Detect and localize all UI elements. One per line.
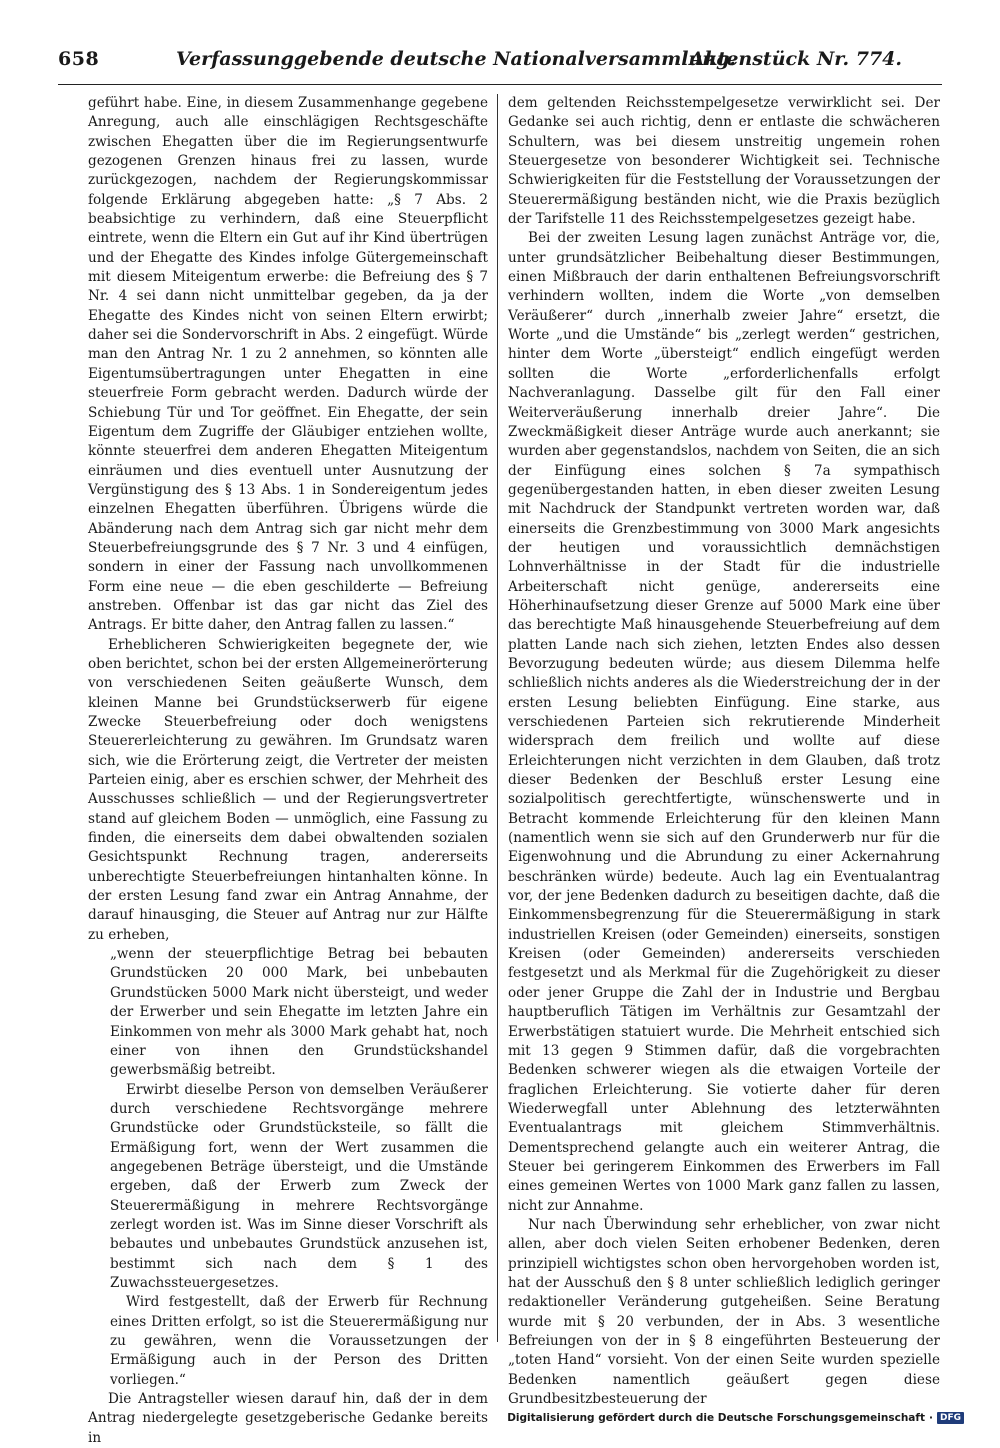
left-column	[88, 94, 489, 1446]
paragraph: Nur nach Überwindung sehr erheblicher, von zwar nicht allen, aber doch vielen Seiten erhobener Bedenken, deren prinzipiell wichtigstes schon oben hervorgehoben worden ist, hat der Ausschuß den § 8 unter schließlich lediglich geringer redaktioneller Veränderung gutgeheißen. Seine Beratung wurde mit § 20 verbunden, der in Abs. 3 wesentliche Befreiungen von der in § 8 eingeführten Besteuerung der „toten Hand“ vorsieht. Von der einen Seite wurden spezielle Bedenken namentlich geäußert gegen diese Grundbesitzbesteuerung der	[508, 1216, 940, 1408]
credit-text: Digitalisierung gefördert durch die Deutsche Forschungsgemeinschaft	[507, 1412, 925, 1424]
running-head: Verfassunggebende deutsche Nationalversammlung.	[176, 48, 736, 70]
page-number: 658	[58, 48, 100, 70]
quoted-paragraph: „wenn der steuerpflichtige Betrag bei bebauten Grundstücken 20 000 Mark, bei unbebauten Grundstücken 5000 Mark nicht übersteigt, und weder der Erwerber und sein Ehegatte im letzten Jahre ein Einkommen von mehr als 3000 Mark gehabt hat, noch einer von ihnen den Grundstückshandel gewerbsmäßig betreibt.	[110, 946, 488, 1079]
paragraph: Erheblicheren Schwierigkeiten begegnete der, wie oben berichtet, schon bei der ersten Allgemeinerörterung von verschiedenen Seiten geäußerte Wunsch, dem kleinen Manne bei Grundstückserwerb für eigene Zwecke Steuerbefreiung oder doch wenigstens Steuererleichterung zu gewähren. Im Grundsatz waren sich, wie die Erörterung zeigt, die Vertreter der meisten Parteien einig, aber es erschien schwer, der Mehrheit des Ausschusses schließlich — und der Regierungsvertreter stand auf gleichem Boden — unmöglich, eine Fassung zu finden, die einerseits dem dabei obwaltenden sozialen Gesichtspunkt Rechnung tragen, andererseits unberechtigte Steuerbefreiungen hintanhalten könne. In der ersten Lesung fand zwar ein Antrag Annahme, der darauf hinausging, die Steuer auf Antrag nur zur Hälfte zu erheben,	[88, 636, 489, 943]
right-column	[508, 94, 940, 1408]
dfg-logo: DFG	[937, 1412, 964, 1424]
quoted-paragraph: Erwirbt dieselbe Person von demselben Veräußerer durch verschiedene Rechtsvorgänge mehrere Grundstücke oder Grundstücksteile, so fällt die Ermäßigung fort, wenn der Wert zusammen die angegebenen Beträge übersteigt, und die Umstände ergeben, daß der Erwerb zum Zweck der Steuerermäßigung in mehrere Rechtsvorgänge zerlegt worden ist. Was im Sinne dieser Vorschrift als bebautes und unbebautes Grundstück anzusehen ist, bestimmt sich nach dem § 1 des Zuwachssteuergesetzes.	[110, 1081, 488, 1291]
paragraph: Bei der zweiten Lesung lagen zunächst Anträge vor, die, unter grundsätzlicher Beibehaltung dieser Bestimmungen, einen Mißbrauch der darin enthaltenen Befreiungsvorschrift verhindern wollten, indem die Worte „von demselben Veräußerer“ durch „innerhalb zweier Jahre“ ersetzt, die Worte „und die Umstände“ bis „zerlegt werden“ gestrichen, hinter dem Worte „übersteigt“ endlich eingefügt werden sollten die Worte „erforderlichenfalls erfolgt Nachveranlagung. Dasselbe gilt für den Fall einer Weiterveräußerung innerhalb dreier Jahre“. Die Zweckmäßigkeit dieser Anträge wurde auch anerkannt; sie wurden aber gegenstandslos, nachdem von Seiten, die an sich der Einfügung eines solchen § 7a sympathisch gegenübergestanden hatten, in eben dieser zweiten Lesung mit Nachdruck der Standpunkt vertreten worden war, daß einerseits die Grenzbestimmung von 3000 Mark angesichts der heutigen und voraussichtlich demnächstigen Lohnverhältnisse in der Stadt für die industrielle Arbeiterschaft nicht genüge, andererseits eine Höherhinaufsetzung dieser Grenze auf 5000 Mark eine über das berechtigte Maß hinausgehende Steuerbefreiung auf dem platten Lande nach sich ziehen, letzten Endes also dessen Bevorzugung bedeuten würde; aus diesem Dilemma helfe schließlich nichts anderes als die Wiederstreichung der in der ersten Lesung beliebten Einfügung. Eine starke, aus verschiedenen Parteien sich rekrutierende Minderheit widersprach dem freilich und wollte auf diese Erleichterungen nicht verzichten in dem Glauben, daß trotz dieser Bedenken der Beschluß erster Lesung eine sozialpolitisch gerechtfertigte, wünschenswerte und in Betracht kommende Erleichterung für den kleinen Mann (namentlich wenn sie sich auf den Grunderwerb nur für die Eigenwohnung und die Abrundung zu einer Ackernahrung beschränken würde) bedeute. Auch lag ein Eventualantrag vor, der jene Bedenken dadurch zu beseitigen dachte, daß die Einkommensbegrenzung für die Steuerermäßigung in stark industriellen Kreisen (oder Gemeinden) einerseits, sonstigen Kreisen (oder Gemeinden) andererseits verschieden festgesetzt und als Merkmal für die Zugehörigkeit zu dieser oder jener Gruppe die Zahl der in Industrie und Bergbau hauptberuflich Tätigen im Verhältnis zur Gesamtzahl der Erwerbstätigen statuiert wurde. Die Mehrheit entschied sich mit 13 gegen 9 Stimmen dafür, daß die vorgebrachten Bedenken schwerer wiegen als die etwaigen Vorteile der fraglichen Erleichterung. Sie votierte daher für deren Wiederwegfall unter Ablehnung des letzterwähnten Eventualantrags mit gleichem Stimmverhältnis. Dementsprechend gelangte auch ein weiterer Antrag, die Steuer bei geringerem Einkommen des Erwerbers im Fall eines gemeinen Wertes von 1000 Mark ganz fallen zu lassen, nicht zur Annahme.	[508, 230, 940, 1214]
paragraph: dem geltenden Reichsstempelgesetze verwirklicht sei. Der Gedanke sei auch richtig, denn er entlaste die schwächeren Schultern, was bei diesem unstreitig ungemein rohen Steuergesetze von besonderer Wichtigkeit sei. Technische Schwierigkeiten für die Feststellung der Voraussetzungen der Steuerermäßigung beständen nicht, wie die Praxis bezüglich der Tarifstelle 11 des Reichsstempelgesetzes gezeigt habe.	[508, 95, 940, 228]
digitization-credit: Digitalisierung gefördert durch die Deutsche Forschungsgemeinschaft · DFG	[507, 1412, 964, 1424]
page-header	[58, 44, 942, 85]
document-number: Aktenstück Nr. 774.	[689, 48, 902, 70]
paragraph: Die Antragsteller wiesen darauf hin, daß der in dem Antrag niedergelegte gesetzgeberische Gedanke bereits in	[88, 1391, 488, 1446]
quoted-paragraph: Wird festgestellt, daß der Erwerb für Rechnung eines Dritten erfolgt, so ist die Steuerermäßigung nur zu gewähren, wenn die Voraussetzungen der Ermäßigung auch in der Person des Dritten vorliegen.“	[110, 1294, 488, 1388]
column-divider	[497, 94, 498, 1342]
paragraph: geführt habe. Eine, in diesem Zusammenhange gegebene Anregung, auch alle einschlägigen Rechtsgeschäfte zwischen Ehegatten über die im Regierungsentwurfe gezogenen Grenzen hinaus frei zu lassen, wurde zurückgezogen, nachdem der Regierungskommissar folgende Erklärung abgegeben hatte: „§ 7 Abs. 2 beabsichtige zu verhindern, daß eine Steuerpflicht eintrete, wenn die Eltern ein Gut auf ihr Kind übertrügen und der Ehegatte des Kindes infolge Gütergemeinschaft mit diesem Miteigentum erwerbe: die Befreiung des § 7 Nr. 4 sei dann nicht unmittelbar gegeben, da ja der Ehegatte des Kindes nicht von seinen Eltern erwirbt; daher sei die Sondervorschrift in Abs. 2 eingefügt. Würde man den Antrag Nr. 1 zu 2 annehmen, so könnten alle Eigentumsübertragungen unter Ehegatten in eine steuerfreie Form gebracht werden. Dadurch würde der Schiebung Tür und Tor geöffnet. Ein Ehegatte, der sein Eigentum dem Zugriffe der Gläubiger entziehen wollte, könnte steuerfrei dem anderen Ehegatten Miteigentum einräumen und dies eventuell unter Ausnutzung der Vergünstigung des § 13 Abs. 1 in Sondereigentum jedes einzelnen Ehegatten überführen. Übrigens würde die Abänderung nach dem Antrag sich gar nicht mehr dem Steuerbefreiungsgrunde des § 7 Nr. 3 und 4 einfügen, sondern in einer der Fassung nach unvollkommenen Form eine neue — die eben geschilderte — Befreiung anstreben. Offenbar ist das gar nicht das Ziel des Antrags. Er bitte daher, den Antrag fallen zu lassen.“	[88, 95, 488, 634]
